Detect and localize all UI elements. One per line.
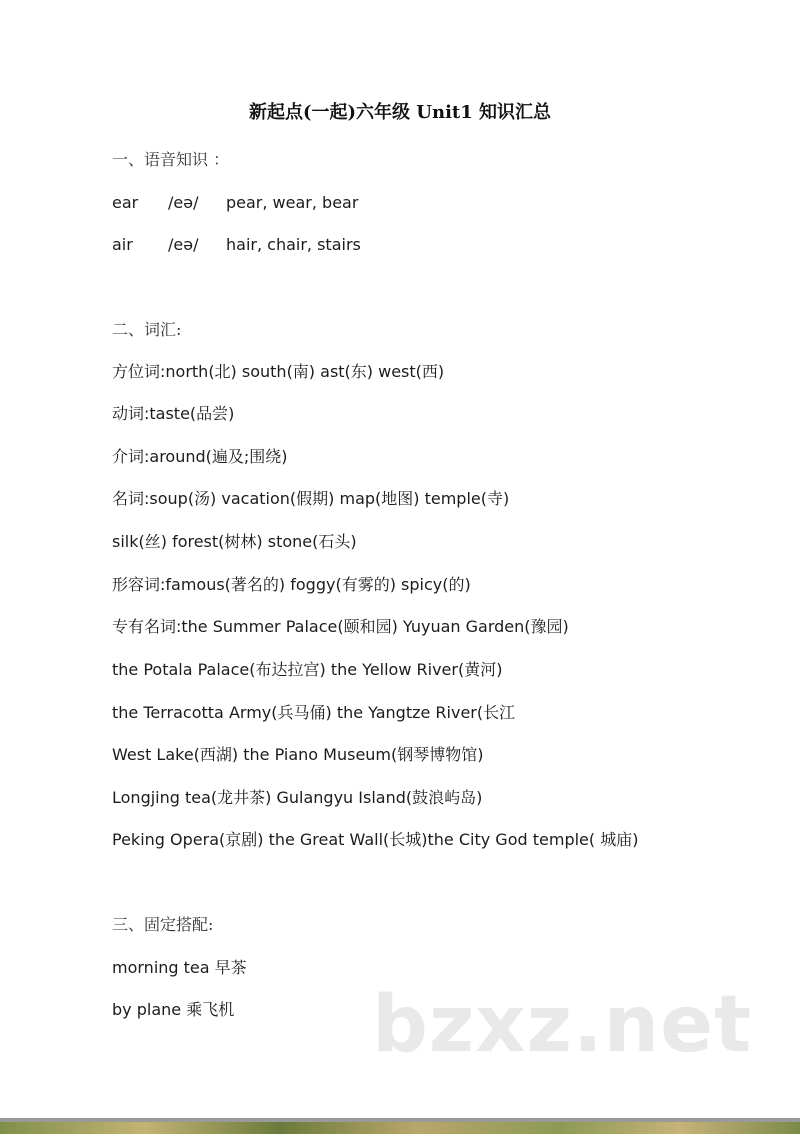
vocab-line: 介词:around(遍及;围绕) xyxy=(112,447,288,466)
vocab-line: 方位词:north(北) south(南) ast(东) west(西) xyxy=(112,362,445,381)
phonics-examples: pear, wear, bear xyxy=(226,193,359,212)
phonics-letters: ear xyxy=(112,193,139,212)
phrases-heading: 三、固定搭配: xyxy=(112,915,214,934)
vocab-line: the Potala Palace(布达拉宫) the Yellow River(黄河) xyxy=(112,660,503,679)
phonics-letters: air xyxy=(112,235,133,254)
document-title: 新起点(一起)六年级 Unit1 知识汇总 xyxy=(248,102,552,123)
vocab-line: 动词:taste(品尝) xyxy=(112,404,235,423)
vocab-line: 名词:soup(汤) vacation(假期) map(地图) temple(寺) xyxy=(112,489,510,508)
vocab-line: the Terracotta Army(兵马俑) the Yangtze River(长江 xyxy=(112,703,516,722)
vocab-line: West Lake(西湖) the Piano Museum(钢琴博物馆) xyxy=(112,745,484,764)
phonics-heading: 一、语音知识 ： xyxy=(112,150,230,169)
vocab-line: Peking Opera(京剧) the Great Wall(长城)the City God temple( 城庙) xyxy=(112,830,639,849)
watermark-text: bzxz.net xyxy=(372,980,753,1070)
vocab-heading: 二、词汇: xyxy=(112,320,182,339)
phonics-examples: hair, chair, stairs xyxy=(226,235,361,254)
phonics-ipa: /eə/ xyxy=(168,193,199,212)
vocab-line: 形容词:famous(著名的) foggy(有雾的) spicy(的) xyxy=(112,575,471,594)
vocab-line: silk(丝) forest(树林) stone(石头) xyxy=(112,532,357,551)
phrase-line: by plane 乘飞机 xyxy=(112,1000,235,1019)
phonics-ipa: /eə/ xyxy=(168,235,199,254)
phrase-line: morning tea 早茶 xyxy=(112,958,247,977)
background-image-strip xyxy=(0,1122,800,1134)
vocab-line: 专有名词:the Summer Palace(颐和园) Yuyuan Garden(豫园) xyxy=(112,617,569,636)
vocab-line: Longjing tea(龙井茶) Gulangyu Island(鼓浪屿岛) xyxy=(112,788,483,807)
